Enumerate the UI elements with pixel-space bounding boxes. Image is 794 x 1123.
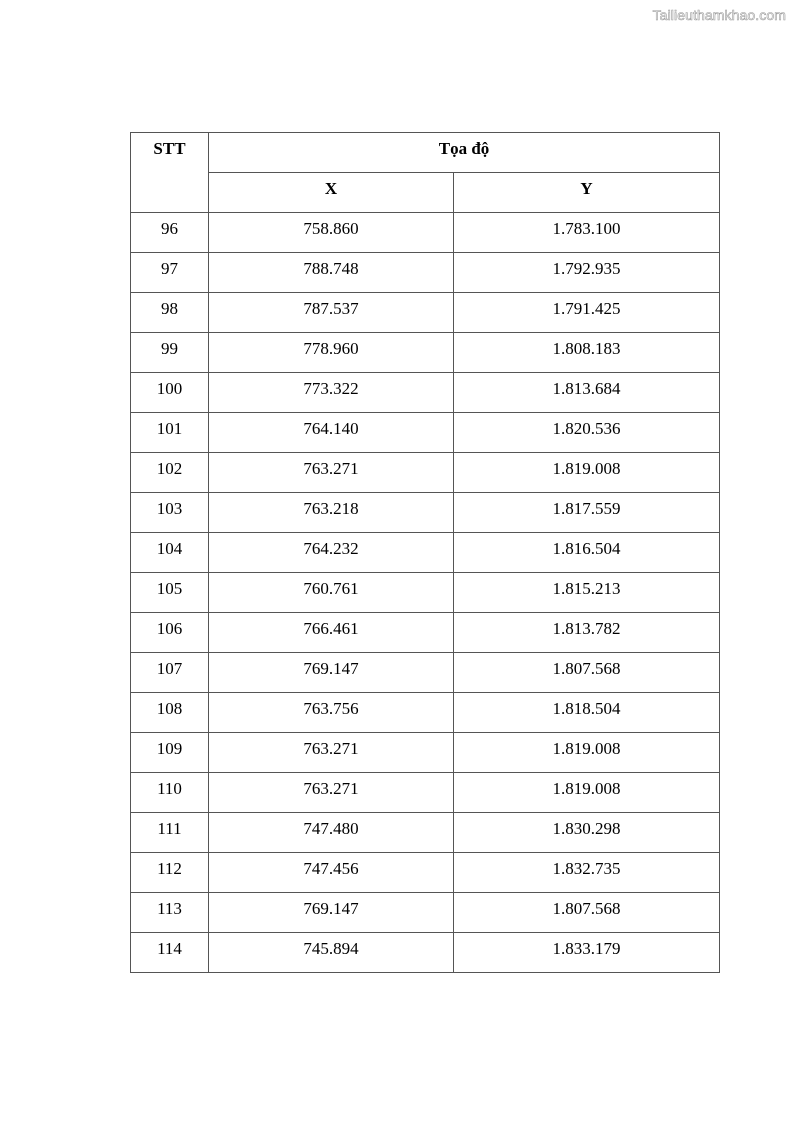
header-coords-group: Tọa độ [209,133,720,173]
cell-x: 788.748 [209,253,454,293]
cell-y: 1.791.425 [454,293,720,333]
table-row [131,693,720,733]
cell-stt: 113 [131,893,209,933]
cell-x: 769.147 [209,893,454,933]
cell-stt: 98 [131,293,209,333]
coordinates-table [130,132,720,973]
cell-y: 1.807.568 [454,893,720,933]
table-header [131,133,720,213]
cell-y: 1.830.298 [454,813,720,853]
cell-x: 763.271 [209,453,454,493]
header-x: X [209,173,454,213]
cell-stt: 105 [131,573,209,613]
table-row [131,453,720,493]
cell-x: 758.860 [209,213,454,253]
cell-x: 766.461 [209,613,454,653]
cell-y: 1.792.935 [454,253,720,293]
table-row [131,333,720,373]
cell-x: 763.756 [209,693,454,733]
cell-stt: 96 [131,213,209,253]
cell-x: 764.140 [209,413,454,453]
cell-stt: 99 [131,333,209,373]
cell-y: 1.819.008 [454,773,720,813]
cell-y: 1.832.735 [454,853,720,893]
cell-stt: 111 [131,813,209,853]
cell-y: 1.818.504 [454,693,720,733]
cell-stt: 97 [131,253,209,293]
cell-stt: 108 [131,693,209,733]
cell-stt: 106 [131,613,209,653]
cell-y: 1.819.008 [454,733,720,773]
cell-x: 769.147 [209,653,454,693]
table-row [131,653,720,693]
table-row [131,573,720,613]
cell-y: 1.808.183 [454,333,720,373]
table-row [131,293,720,333]
cell-x: 747.480 [209,813,454,853]
cell-x: 747.456 [209,853,454,893]
cell-y: 1.783.100 [454,213,720,253]
watermark-text: Tailieuthamkhao.com [652,7,786,23]
cell-stt: 101 [131,413,209,453]
cell-y: 1.815.213 [454,573,720,613]
cell-x: 760.761 [209,573,454,613]
cell-stt: 107 [131,653,209,693]
cell-x: 763.271 [209,733,454,773]
cell-y: 1.833.179 [454,933,720,973]
cell-x: 763.218 [209,493,454,533]
cell-x: 773.322 [209,373,454,413]
table-row [131,213,720,253]
table-row [131,493,720,533]
table-row [131,413,720,453]
cell-stt: 104 [131,533,209,573]
table-body [131,213,720,973]
header-row-top [131,133,720,173]
table-row [131,613,720,653]
cell-stt: 100 [131,373,209,413]
header-y: Y [454,173,720,213]
table-row [131,893,720,933]
table-row [131,773,720,813]
cell-stt: 112 [131,853,209,893]
header-stt: STT [131,133,209,213]
table-row [131,813,720,853]
cell-x: 764.232 [209,533,454,573]
cell-y: 1.820.536 [454,413,720,453]
table-row [131,253,720,293]
cell-stt: 102 [131,453,209,493]
cell-y: 1.807.568 [454,653,720,693]
cell-x: 763.271 [209,773,454,813]
table-row [131,933,720,973]
cell-x: 787.537 [209,293,454,333]
table-row [131,373,720,413]
table-row [131,733,720,773]
cell-y: 1.817.559 [454,493,720,533]
header-row-sub [131,173,720,213]
cell-x: 778.960 [209,333,454,373]
cell-y: 1.813.782 [454,613,720,653]
cell-x: 745.894 [209,933,454,973]
cell-y: 1.813.684 [454,373,720,413]
cell-y: 1.819.008 [454,453,720,493]
table-row [131,853,720,893]
cell-stt: 110 [131,773,209,813]
cell-y: 1.816.504 [454,533,720,573]
cell-stt: 114 [131,933,209,973]
table-row [131,533,720,573]
cell-stt: 103 [131,493,209,533]
cell-stt: 109 [131,733,209,773]
